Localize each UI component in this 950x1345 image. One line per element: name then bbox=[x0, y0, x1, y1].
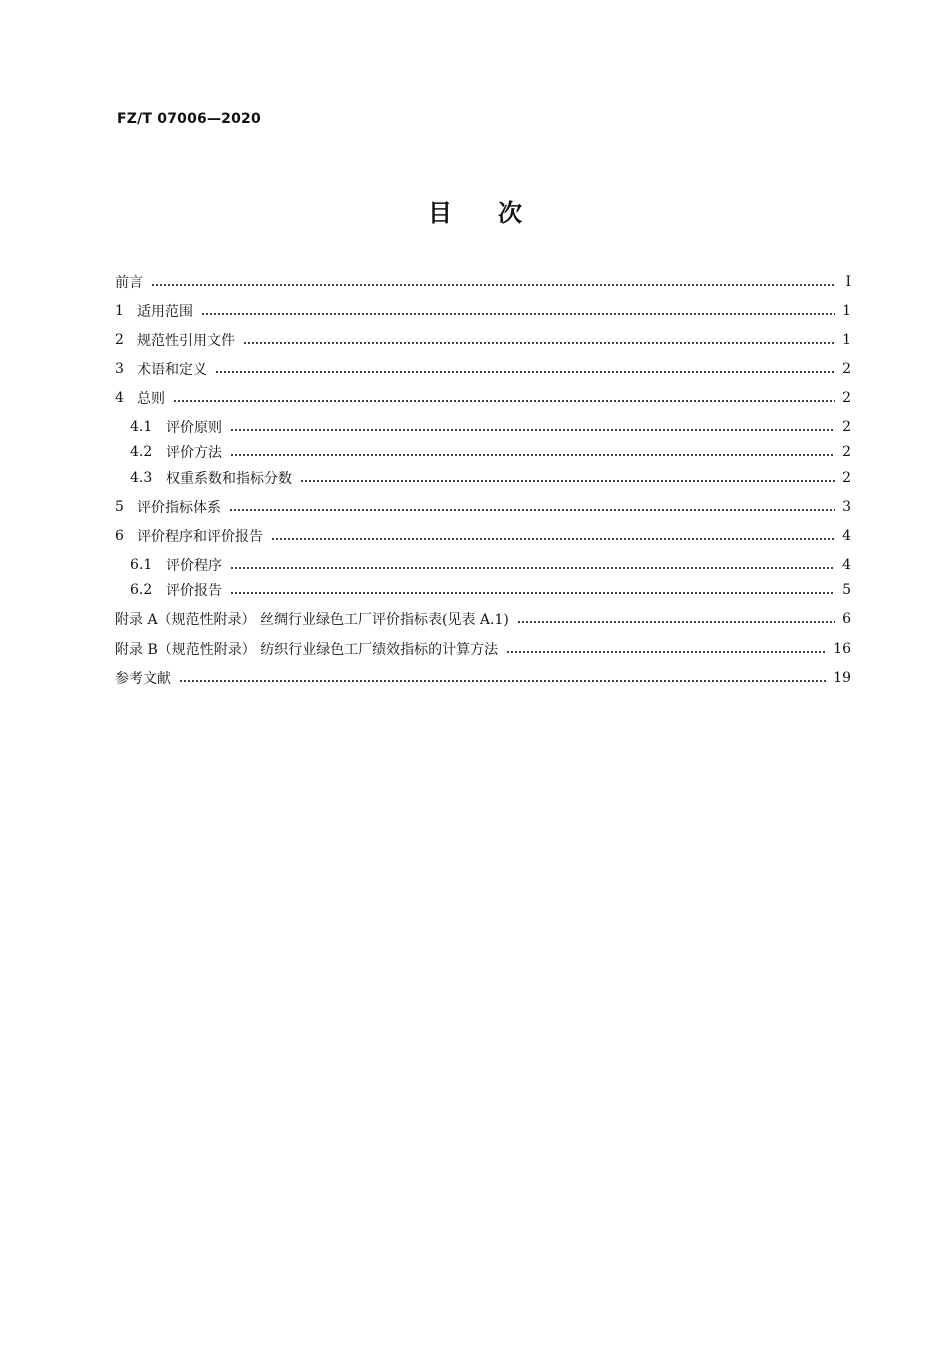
toc-entry-page: 4 bbox=[842, 557, 851, 573]
toc-entry-label: 权重系数和指标分数 bbox=[166, 471, 292, 487]
dot-leader bbox=[243, 342, 835, 344]
toc-entry-references[interactable] bbox=[115, 667, 851, 689]
toc-entry-page: 2 bbox=[842, 470, 851, 486]
toc-entry-label: 评价指标体系 bbox=[137, 500, 221, 516]
toc-entry-page: 4 bbox=[842, 528, 851, 544]
toc-entry-4-1[interactable] bbox=[115, 416, 851, 438]
toc-entry-number: 5 bbox=[115, 499, 124, 515]
toc-entry-appendix-a[interactable] bbox=[115, 608, 851, 630]
toc-entry-page: 19 bbox=[833, 670, 851, 686]
toc-entry-page: Ⅰ bbox=[845, 274, 851, 290]
dot-leader bbox=[230, 454, 835, 456]
toc-entry-6-1[interactable] bbox=[115, 554, 851, 576]
toc-entry-label: 评价程序 bbox=[166, 558, 222, 574]
page-title: 目次 bbox=[428, 199, 568, 227]
toc-entry-4-3[interactable] bbox=[115, 467, 851, 489]
dot-leader bbox=[201, 313, 835, 315]
toc-entry-number: 6.2 bbox=[130, 582, 153, 598]
toc-entry-3[interactable] bbox=[115, 358, 851, 380]
toc-entry-number: 2 bbox=[115, 332, 124, 348]
toc-entry-4[interactable] bbox=[115, 387, 851, 409]
toc-entry-number: 3 bbox=[115, 361, 124, 377]
toc-entry-number: 4.2 bbox=[130, 444, 153, 460]
dot-leader bbox=[230, 429, 835, 431]
toc-entry-foreword[interactable] bbox=[115, 271, 851, 293]
toc-entry-page: 1 bbox=[842, 303, 851, 319]
toc-entry-label: 适用范围 bbox=[137, 304, 193, 320]
dot-leader bbox=[215, 371, 835, 373]
toc-entry-6[interactable] bbox=[115, 525, 851, 547]
dot-leader bbox=[517, 621, 835, 623]
toc-entry-label: 附录 B（规范性附录） 纺织行业绿色工厂绩效指标的计算方法 bbox=[115, 642, 499, 658]
toc-entry-label: 评价原则 bbox=[166, 420, 222, 436]
toc-entry-appendix-b[interactable] bbox=[115, 638, 851, 660]
dot-leader bbox=[151, 284, 835, 286]
toc-entry-number: 4.3 bbox=[130, 470, 153, 486]
dot-leader bbox=[230, 567, 835, 569]
toc-entry-2[interactable] bbox=[115, 329, 851, 351]
toc-entry-4-2[interactable] bbox=[115, 441, 851, 463]
toc-entry-page: 1 bbox=[842, 332, 851, 348]
toc-entry-number: 6.1 bbox=[130, 557, 153, 573]
toc-entry-label: 评价方法 bbox=[166, 445, 222, 461]
toc-entry-number: 1 bbox=[115, 303, 124, 319]
toc-entry-6-2[interactable] bbox=[115, 579, 851, 601]
toc-entry-label: 术语和定义 bbox=[137, 362, 207, 378]
toc-entry-number: 6 bbox=[115, 528, 124, 544]
toc-entry-1[interactable] bbox=[115, 300, 851, 322]
standard-code: FZ/T 07006—2020 bbox=[117, 111, 261, 127]
dot-leader bbox=[230, 592, 835, 594]
dot-leader bbox=[179, 680, 827, 682]
toc-entry-page: 2 bbox=[842, 444, 851, 460]
toc-entry-label: 总则 bbox=[137, 391, 165, 407]
toc-entry-label: 前言 bbox=[115, 275, 143, 291]
toc-entry-label: 评价报告 bbox=[166, 583, 222, 599]
toc-entry-label: 评价程序和评价报告 bbox=[137, 529, 263, 545]
toc-entry-page: 5 bbox=[842, 582, 851, 598]
toc-entry-label: 附录 A（规范性附录） 丝绸行业绿色工厂评价指标表(见表 A.1) bbox=[115, 612, 509, 628]
toc-entry-label: 规范性引用文件 bbox=[137, 333, 235, 349]
toc-entry-page: 2 bbox=[842, 361, 851, 377]
dot-leader bbox=[271, 538, 835, 540]
dot-leader bbox=[173, 400, 835, 402]
toc-entry-label: 参考文献 bbox=[115, 671, 171, 687]
toc-entry-page: 3 bbox=[842, 499, 851, 515]
toc-entry-page: 2 bbox=[842, 390, 851, 406]
dot-leader bbox=[506, 651, 827, 653]
dot-leader bbox=[300, 480, 835, 482]
toc-entry-page: 16 bbox=[833, 641, 851, 657]
toc-entry-page: 6 bbox=[842, 611, 851, 627]
dot-leader bbox=[229, 509, 835, 511]
toc-entry-number: 4 bbox=[115, 390, 124, 406]
toc-entry-number: 4.1 bbox=[130, 419, 153, 435]
toc-entry-5[interactable] bbox=[115, 496, 851, 518]
toc-entry-page: 2 bbox=[842, 419, 851, 435]
